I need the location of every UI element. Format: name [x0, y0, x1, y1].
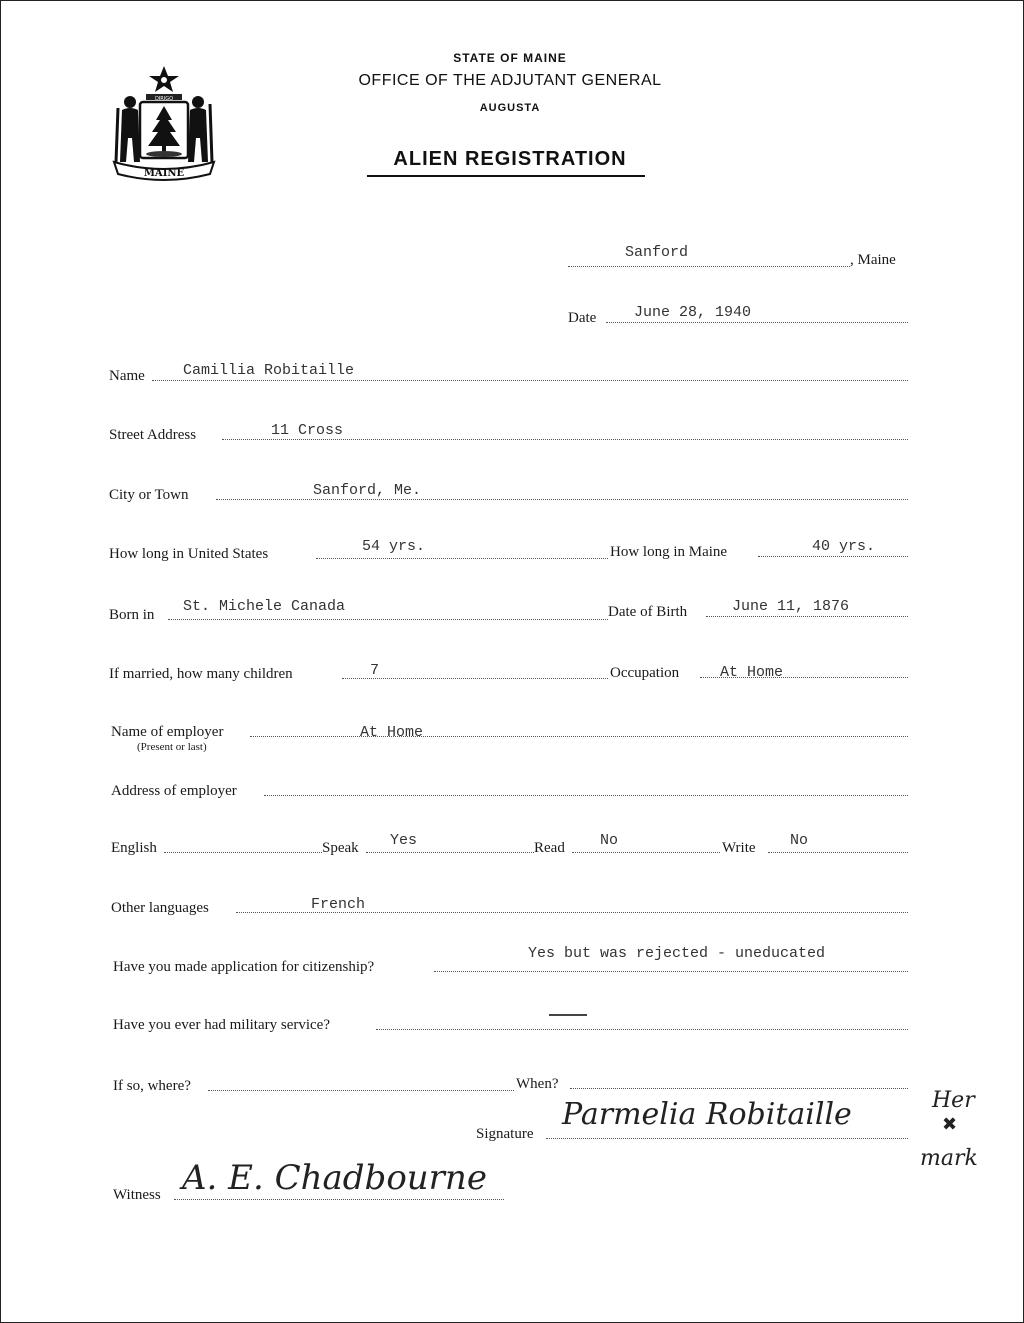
signature-mark-note-her: Her	[932, 1088, 975, 1113]
write-line	[768, 852, 908, 853]
city-value[interactable]: Sanford, Me.	[313, 482, 422, 499]
born-line	[168, 619, 608, 620]
seal-banner-text: MAINE	[143, 168, 185, 179]
employer-address-label: Address of employer	[111, 783, 237, 799]
read-value[interactable]: No	[600, 832, 619, 849]
date-label: Date	[568, 310, 597, 326]
read-label: Read	[534, 840, 565, 856]
military-label: Have you ever had military service?	[113, 1017, 330, 1033]
occupation-label: Occupation	[610, 665, 680, 681]
dob-value[interactable]: June 11, 1876	[732, 598, 850, 615]
witness-line	[174, 1199, 504, 1200]
header-state: STATE OF MAINE	[453, 51, 567, 65]
employer-label: Name of employer	[111, 724, 224, 740]
citizenship-line	[434, 971, 908, 972]
employer-value[interactable]: At Home	[360, 724, 424, 741]
date-line	[606, 322, 908, 323]
other-languages-value[interactable]: French	[311, 896, 366, 913]
write-value[interactable]: No	[790, 832, 809, 849]
street-label: Street Address	[109, 427, 197, 443]
citizenship-value[interactable]: Yes but was rejected - uneducated	[528, 945, 826, 962]
military-dash-mark	[549, 1014, 587, 1016]
name-label: Name	[109, 368, 145, 384]
seal-motto-text: DIRIGO	[154, 96, 174, 102]
write-label: Write	[722, 840, 756, 856]
when-label: When?	[516, 1076, 559, 1092]
maine-duration-value[interactable]: 40 yrs.	[812, 538, 876, 555]
children-label: If married, how many children	[109, 666, 293, 682]
signature-line	[546, 1138, 908, 1139]
dob-line	[706, 616, 908, 617]
us-duration-label: How long in United States	[109, 546, 269, 562]
place-value[interactable]: Sanford	[625, 244, 689, 261]
us-duration-line	[316, 558, 608, 559]
signature-x-mark-icon: ✖	[942, 1114, 958, 1135]
english-line	[164, 852, 322, 853]
where-line	[208, 1090, 514, 1091]
english-label: English	[111, 840, 157, 856]
city-line	[216, 499, 908, 500]
signature-label: Signature	[476, 1126, 534, 1142]
occupation-value[interactable]: At Home	[720, 664, 784, 681]
employer-address-line	[264, 795, 908, 796]
signature-mark-note-mark: mark	[920, 1146, 978, 1171]
speak-label: Speak	[322, 840, 359, 856]
born-value[interactable]: St. Michele Canada	[183, 598, 346, 615]
name-line	[152, 380, 908, 381]
place-suffix-label: , Maine	[850, 252, 896, 268]
street-line	[222, 439, 908, 440]
name-value[interactable]: Camillia Robitaille	[183, 362, 355, 379]
street-value[interactable]: 11 Cross	[271, 422, 344, 439]
speak-line	[366, 852, 534, 853]
header-office: OFFICE OF THE ADJUTANT GENERAL	[358, 72, 662, 89]
place-line	[568, 266, 850, 267]
where-label: If so, where?	[113, 1078, 191, 1094]
signature-value[interactable]: Parmelia Robitaille	[562, 1097, 852, 1132]
title-underline	[367, 175, 645, 177]
military-line	[376, 1029, 908, 1030]
header-city: AUGUSTA	[479, 102, 541, 114]
page-title: ALIEN REGISTRATION	[393, 148, 627, 170]
speak-value[interactable]: Yes	[390, 832, 418, 849]
children-line	[342, 678, 608, 679]
citizenship-label: Have you made application for citizenship?	[113, 959, 375, 975]
children-value[interactable]: 7	[370, 662, 380, 679]
employer-sublabel: (Present or last)	[137, 741, 207, 753]
maine-duration-line	[758, 556, 908, 557]
city-label: City or Town	[109, 487, 189, 503]
born-label: Born in	[109, 607, 155, 623]
maine-state-seal-icon	[106, 62, 222, 190]
witness-value[interactable]: A. E. Chadbourne	[182, 1158, 487, 1198]
when-line	[570, 1088, 908, 1089]
read-line	[572, 852, 720, 853]
date-value[interactable]: June 28, 1940	[634, 304, 752, 321]
other-languages-label: Other languages	[111, 900, 209, 916]
dob-label: Date of Birth	[608, 604, 688, 620]
us-duration-value[interactable]: 54 yrs.	[362, 538, 426, 555]
witness-label: Witness	[113, 1187, 161, 1203]
employer-line	[250, 736, 908, 737]
maine-duration-label: How long in Maine	[610, 544, 728, 560]
